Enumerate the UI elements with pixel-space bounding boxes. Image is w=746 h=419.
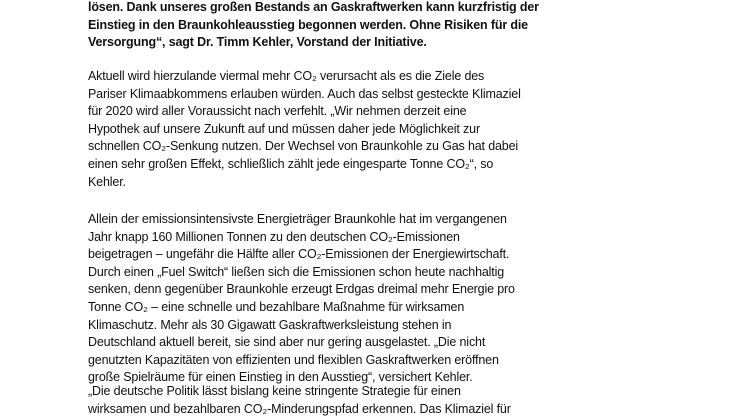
text-line: lösen. Dank unseres großen Bestands an Gaskraftwerken kann kurzfristig der xyxy=(88,0,539,14)
paragraph-policy-quote xyxy=(88,383,511,418)
text-line: für 2020 wird aller Voraussicht nach verfehlt. „Wir nehmen derzeit eine xyxy=(88,104,467,119)
text-line: Einstieg in den Braunkohleausstieg begonnen werden. Ohne Risiken für die xyxy=(88,17,528,32)
paragraph-quote-ending xyxy=(88,0,539,52)
text-line: Klimaschutz. Mehr als 30 Gigawatt Gaskraftwerksleistung stehen in xyxy=(88,317,452,332)
text-line: Tonne CO₂ – eine schnelle und bezahlbare Maßnahme für wirksamen xyxy=(88,299,465,314)
text-line: Aktuell wird hierzulande viermal mehr CO₂ verursacht als es die Ziele des xyxy=(88,69,485,83)
text-line: wirksamen und bezahlbaren CO₂-Minderungspfad erkennen. Das Klimaziel für xyxy=(88,401,511,416)
text-line: „Die deutsche Politik lässt bislang keine stringente Strategie für einen xyxy=(88,384,461,398)
text-line: einen sehr großen Effekt, schließlich zählt jede eingesparte Tonne CO₂“, so xyxy=(88,156,494,171)
text-line: schnellen CO₂-Senkung nutzen. Der Wechsel von Braunkohle zu Gas hat dabei xyxy=(88,139,519,154)
text-line: Hypothek auf unsere Zukunft auf und müssen daher jede Möglichkeit zur xyxy=(88,121,480,136)
paragraph-co2-targets xyxy=(88,68,521,191)
text-line: senken, denn gegenüber Braunkohle erzeugt Erdgas dreimal mehr Energie pro xyxy=(88,282,515,297)
text-line: Allein der emissionsintensivste Energieträger Braunkohle hat im vergangenen xyxy=(88,212,507,226)
text-line: genutzten Kapazitäten von effizienten und flexiblen Gaskraftwerken eröffnen xyxy=(88,352,499,367)
text-line: Kehler. xyxy=(88,174,126,189)
text-line: Pariser Klimaabkommens erlauben würden. Auch das selbst gesteckte Klimaziel xyxy=(88,86,521,101)
text-line: große Spielräume für einen Einstieg in den Ausstieg“, versichert Kehler. xyxy=(88,370,473,385)
text-line: Deutschland aktuell bereit, sie sind aber nur gering ausgelastet. „Die nicht xyxy=(88,335,486,350)
text-line: beigetragen – ungefähr die Hälfte aller CO₂-Emissionen der Energiewirtschaft. xyxy=(88,247,510,262)
paragraph-lignite-emissions xyxy=(88,211,515,387)
text-line: Durch einen „Fuel Switch“ ließen sich die Emissionen schon heute nachhaltig xyxy=(88,264,505,279)
text-line: Jahr knapp 160 Millionen Tonnen zu den deutschen CO₂-Emissionen xyxy=(88,229,460,244)
text-line: Versorgung“, sagt Dr. Timm Kehler, Vorstand der Initiative. xyxy=(88,35,427,50)
